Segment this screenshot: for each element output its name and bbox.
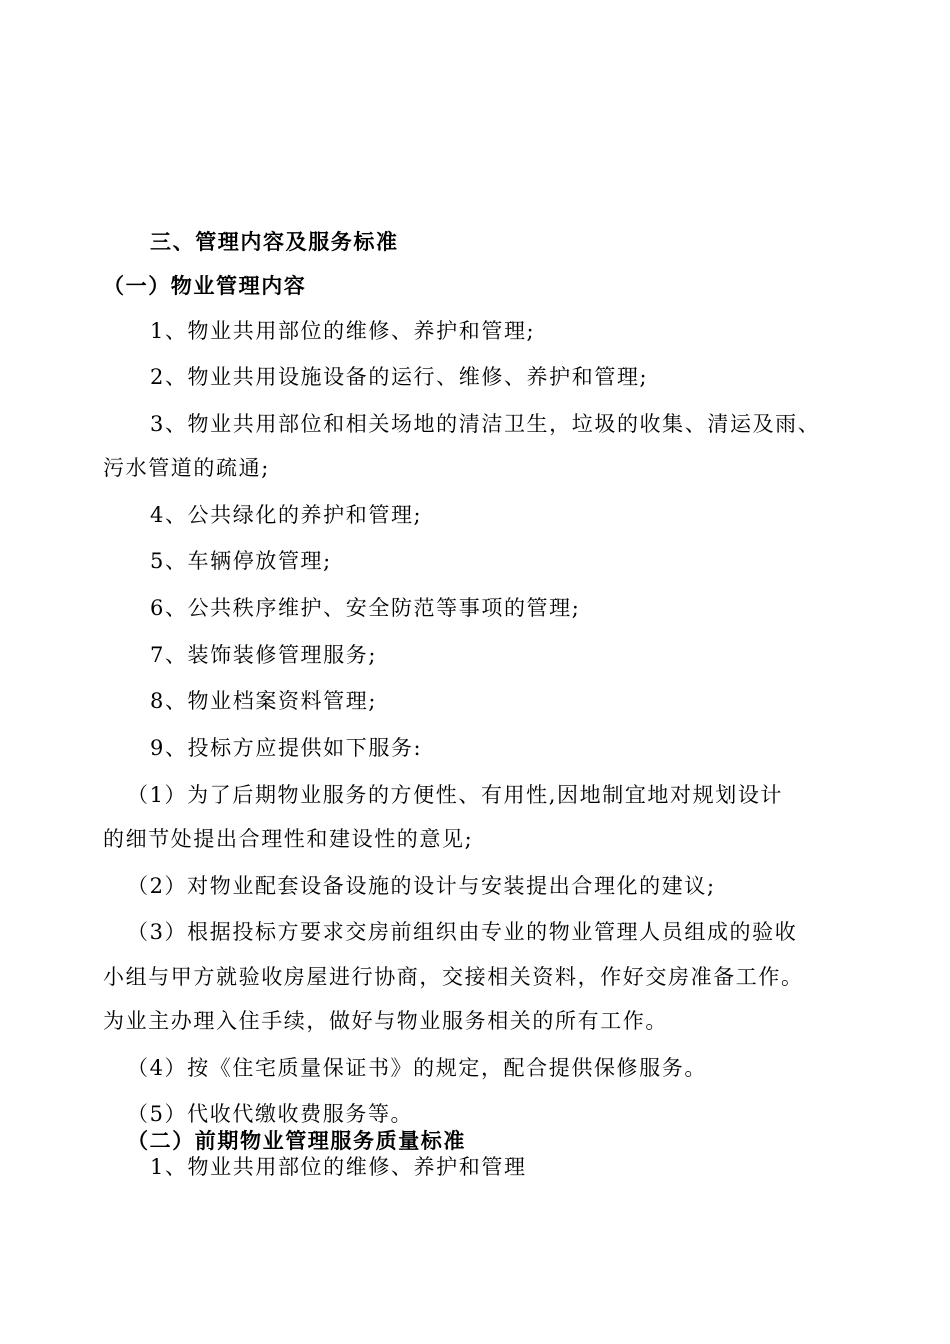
sub-item: （3）根据投标方要求交房前组织由专业的物业管理人员组成的验收 <box>127 920 798 944</box>
list-item-continuation: 污水管道的疏通; <box>103 456 270 480</box>
section-heading: 三、管理内容及服务标准 <box>150 229 399 254</box>
sub-item: （2）对物业配套设备设施的设计与安装提出合理化的建议; <box>127 874 716 898</box>
list-item: 8、物业档案资料管理; <box>150 689 378 713</box>
list-item: 5、车辆停放管理; <box>150 549 332 573</box>
list-item: 4、公共绿化的养护和管理; <box>150 503 423 527</box>
list-item: 9、投标方应提供如下服务: <box>150 736 423 760</box>
sub-item-continuation: 小组与甲方就验收房屋进行协商，交接相关资料，作好交房准备工作。 <box>103 965 804 989</box>
list-item: 3、物业共用部位和相关场地的清洁卫生，垃圾的收集、清运及雨、 <box>150 412 821 436</box>
sub-item: （1）为了后期物业服务的方便性、有用性,因地制宜地对规划设计 <box>127 783 784 807</box>
part2-heading: （二）前期物业管理服务质量标准 <box>127 1128 466 1153</box>
list-item: 7、装饰装修管理服务; <box>150 643 378 667</box>
sub-item: （5）代收代缴收费服务等。 <box>127 1102 414 1126</box>
list-item: 6、公共秩序维护、安全防范等事项的管理; <box>150 596 581 620</box>
sub-item-continuation: 的细节处提出合理性和建设性的意见; <box>103 827 474 851</box>
list-item: 1、物业共用部位的维修、养护和管理; <box>150 319 536 343</box>
sub-item-continuation: 为业主办理入住手续，做好与物业服务相关的所有工作。 <box>103 1009 668 1033</box>
sub-item: （4）按《住宅质量保证书》的规定，配合提供保修服务。 <box>127 1056 707 1080</box>
part1-heading: （一）物业管理内容 <box>103 273 307 298</box>
list-item: 2、物业共用设施设备的运行、维修、养护和管理; <box>150 365 649 389</box>
list-item: 1、物业共用部位的维修、养护和管理 <box>150 1155 527 1179</box>
